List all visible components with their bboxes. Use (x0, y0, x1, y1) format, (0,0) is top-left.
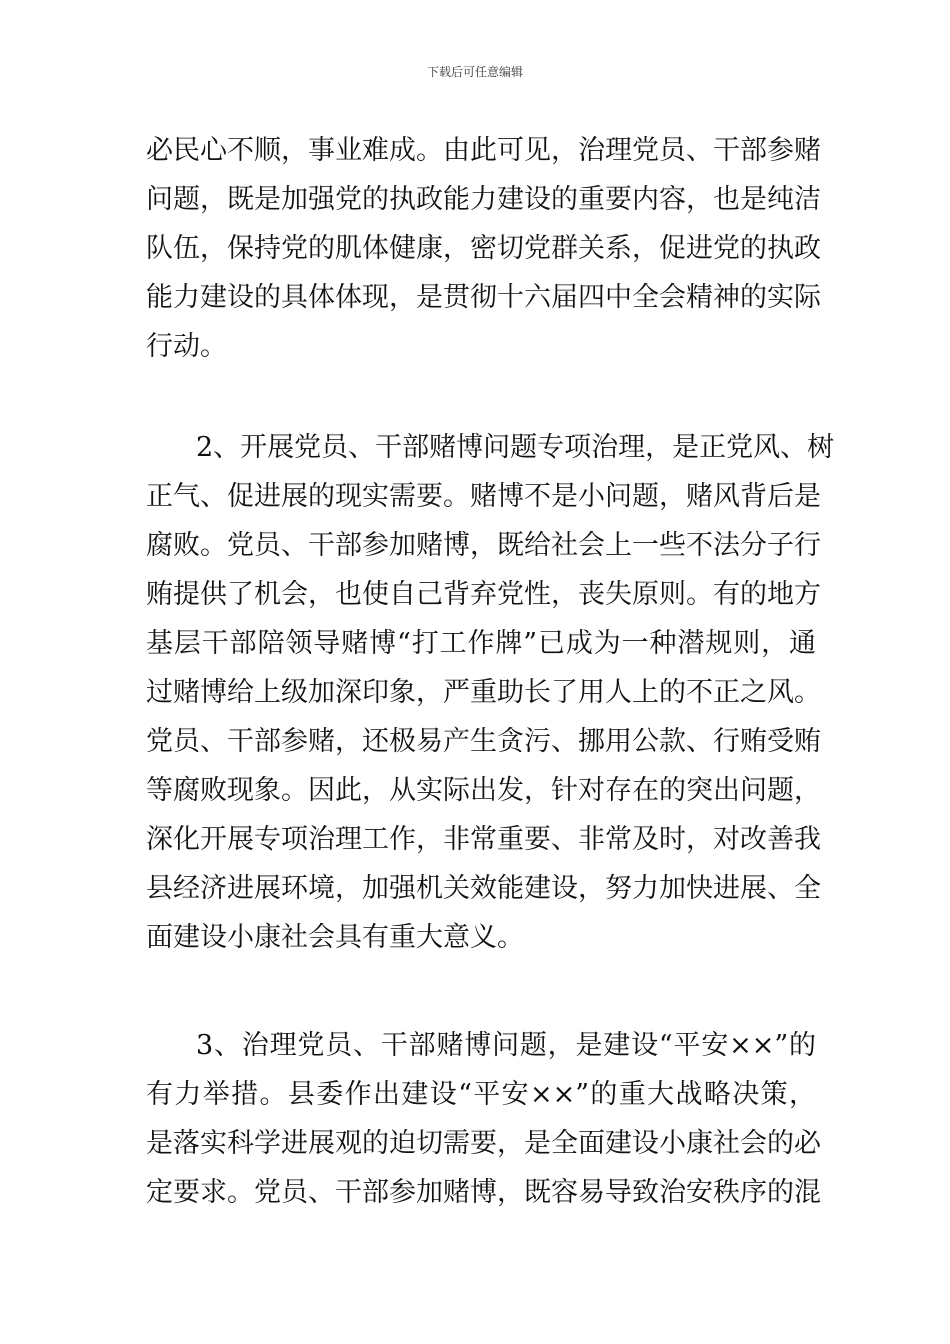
text-line: 定要求。党员、干部参加赌博，既容易导致治安秩序的混 (146, 1177, 821, 1208)
text-line: 县经济进展环境，加强机关效能建设，努力加快进展、全 (146, 873, 821, 904)
text-line: 等腐败现象。因此，从实际出发，针对存在的突出问题， (146, 775, 821, 806)
text-line: 基层干部陪领导赌博“打工作牌”已成为一种潜规则，通 (146, 628, 816, 659)
text-line: 问题，既是加强党的执政能力建设的重要内容，也是纯洁 (146, 184, 821, 215)
text-line: 能力建设的具体体现，是贯彻十六届四中全会精神的实际 (146, 282, 821, 313)
text-line: 过赌博给上级加深印象，严重助长了用人上的不正之风。 (146, 677, 821, 708)
text-line: 有力举措。县委作出建设“平安××”的重大战略决策， (146, 1079, 816, 1110)
text-line: 是落实科学进展观的迫切需要，是全面建设小康社会的必 (146, 1128, 821, 1159)
text-line: 2、开展党员、干部赌博问题专项治理，是正党风、树 (196, 432, 835, 463)
text-line: 党员、干部参赌，还极易产生贪污、挪用公款、行贿受贿 (146, 726, 821, 757)
text-line: 行动。 (146, 331, 227, 362)
text-line: 深化开展专项治理工作，非常重要、非常及时，对改善我 (146, 824, 821, 855)
text-line: 面建设小康社会具有重大意义。 (146, 922, 524, 953)
text-line: 队伍，保持党的肌体健康，密切党群关系，促进党的执政 (146, 233, 821, 264)
text-line: 正气、促进展的现实需要。赌博不是小问题，赌风背后是 (146, 481, 821, 512)
text-line: 腐败。党员、干部参加赌博，既给社会上一些不法分子行 (146, 530, 821, 561)
text-line: 3、治理党员、干部赌博问题，是建设“平安××”的 (196, 1030, 816, 1061)
text-line: 必民心不顺，事业难成。由此可见，治理党员、干部参赌 (146, 135, 821, 166)
page-header: 下载后可任意编辑 (426, 65, 523, 79)
text-line: 贿提供了机会，也使自己背弃党性，丧失原则。有的地方 (146, 579, 821, 610)
